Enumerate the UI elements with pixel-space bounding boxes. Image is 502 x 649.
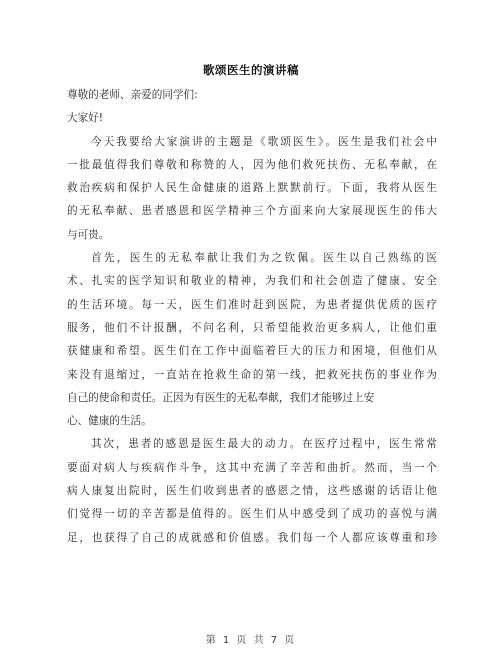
paragraph-line: 们觉得一切的辛苦都是值得的。医生们从中感受到了成功的喜悦与满 xyxy=(67,508,437,521)
paragraph-line: 获健康和希望。医生们在工作中面临着巨大的压力和困境，但他们从 xyxy=(67,345,437,358)
paragraph-line: 自己的使命和责任。正因为有医生的无私奉献，我们才能够过上安 xyxy=(67,391,375,404)
paragraph-line: 足，也获得了自己的成就感和价值感。我们每一个人都应该尊重和珍 xyxy=(67,531,437,544)
paragraph-line: 救治疾病和保护人民生命健康的道路上默默前行。下面，我将从医生 xyxy=(67,182,437,195)
salutation-line: 尊敬的老师、亲爱的同学们: xyxy=(67,89,198,101)
paragraph-line: 其次，患者的感恩是医生最大的动力。在医疗过程中，医生常常 xyxy=(91,438,437,451)
greeting-line: 大家好! xyxy=(67,112,104,125)
document-body xyxy=(67,84,437,550)
document-title: 歌颂医生的演讲稿 xyxy=(203,63,299,77)
paragraph-line: 心、健康的生活。 xyxy=(67,415,152,428)
paragraph-line: 要面对病人与疾病作斗争，这其中充满了辛苦和曲折。然而，当一个 xyxy=(67,461,437,474)
paragraph-line: 的生活环境。每一天，医生们准时赶到医院，为患者提供优质的医疗 xyxy=(67,298,437,311)
paragraph-line: 与可贵。 xyxy=(67,228,110,241)
paragraph-line: 来没有退缩过，一直站在抢救生命的第一线，把救死扶伤的事业作为 xyxy=(67,368,437,381)
paragraph-line: 服务，他们不计报酬，不问名利，只希望能救治更多病人，让他们重 xyxy=(67,321,437,334)
page-number-footer: 第 1 页 共 7 页 xyxy=(205,635,297,646)
paragraph-line: 首先，医生的无私奉献让我们为之钦佩。医生以自己熟练的医 xyxy=(91,252,437,265)
paragraph-line: 术、扎实的医学知识和敬业的精神，为我们和社会创造了健康、安全 xyxy=(67,275,437,288)
paragraph-line: 病人康复出院时，医生们收到患者的感恩之情，这些感谢的话语让他 xyxy=(67,485,437,498)
paragraph-line: 一批最值得我们尊敬和称赞的人，因为他们救死扶伤、无私奉献，在 xyxy=(67,158,437,171)
paragraph-line: 的无私奉献、患者感恩和医学精神三个方面来向大家展现医生的伟大 xyxy=(67,205,437,218)
paragraph-line: 今天我要给大家演讲的主题是《歌颂医生》。医生是我们社会中 xyxy=(91,135,437,148)
